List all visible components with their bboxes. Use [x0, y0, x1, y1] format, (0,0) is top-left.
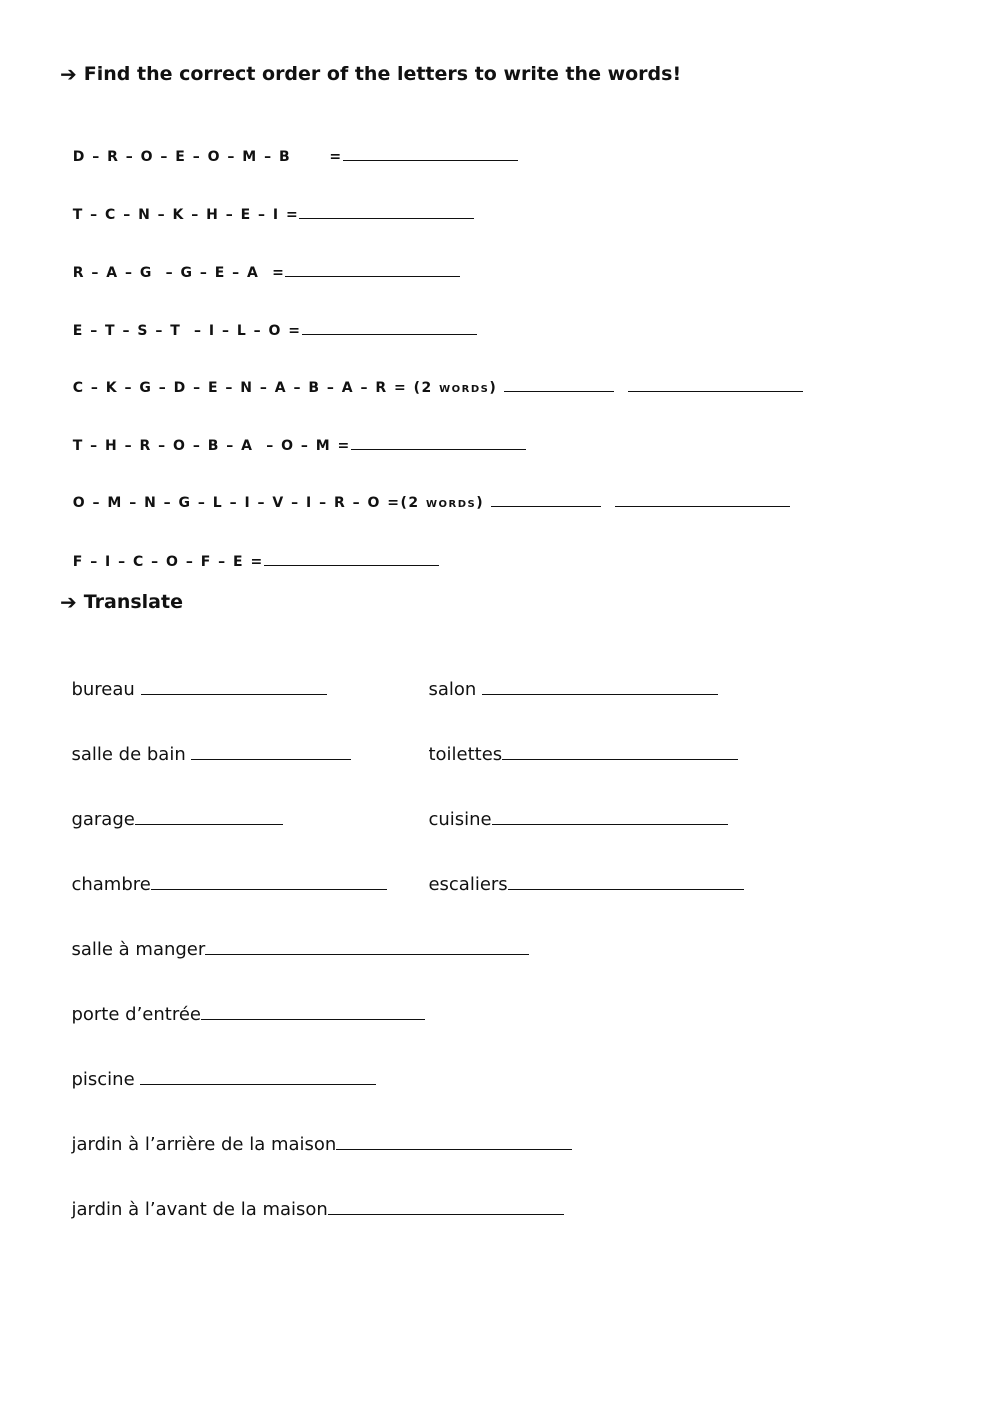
arrow-right-icon: ➔ [60, 62, 77, 86]
translate-item [60, 914, 529, 962]
french-word: piscine [71, 1069, 141, 1090]
scrambled-letters: D – R – O – E – O – M – B = [72, 149, 343, 165]
answer-blank[interactable] [328, 1200, 564, 1215]
answer-blank[interactable] [141, 680, 327, 695]
answer-blank-word-2[interactable] [615, 492, 790, 507]
answer-blank[interactable] [508, 875, 744, 890]
translate-item [417, 849, 744, 897]
answer-blank[interactable] [264, 551, 439, 566]
translate-item [60, 1109, 572, 1157]
french-word: chambre [71, 874, 151, 895]
french-word: garage [71, 809, 135, 830]
translate-item [60, 719, 351, 767]
translate-item [417, 654, 718, 702]
scrambled-letters: E – T – S – T – I – L – O = [72, 323, 302, 339]
scrambled-letters: O – M – N – G – L – I – V – I – R – O = [72, 495, 401, 511]
answer-blank[interactable] [343, 146, 518, 161]
scramble-row-7 [60, 472, 790, 513]
scramble-row-8 [60, 531, 439, 572]
answer-blank-word-1[interactable] [491, 492, 601, 507]
answer-blank[interactable] [502, 745, 738, 760]
translate-item [60, 654, 327, 702]
french-word: salon [428, 679, 483, 700]
scramble-row-6 [60, 415, 526, 456]
answer-blank[interactable] [482, 680, 718, 695]
answer-blank[interactable] [336, 1135, 572, 1150]
translate-item [60, 784, 283, 832]
translate-item [60, 849, 387, 897]
scramble-row-3 [60, 242, 460, 283]
answer-blank[interactable] [201, 1005, 425, 1020]
scramble-row-4 [60, 300, 477, 341]
french-word: salle de bain [71, 744, 192, 765]
scramble-row-2 [60, 184, 474, 225]
section-heading-translate [60, 590, 183, 614]
scrambled-letters: F – I – C – O – F – E = [72, 554, 264, 570]
answer-blank[interactable] [492, 810, 728, 825]
french-word: cuisine [428, 809, 492, 830]
french-word: escaliers [428, 874, 508, 895]
translate-item [60, 1044, 376, 1092]
section-heading-unscramble [60, 62, 681, 86]
scramble-row-1 [60, 126, 518, 167]
heading-text: Find the correct order of the letters to write the words! [83, 63, 682, 85]
french-word: toilettes [428, 744, 503, 765]
answer-blank[interactable] [191, 745, 351, 760]
two-words-note: (2 words) [400, 495, 491, 511]
scrambled-letters: C – K – G – D – E – N – A – B – A – R = [72, 380, 414, 396]
scrambled-letters: T – H – R – O – B – A – O – M = [72, 438, 351, 454]
answer-blank[interactable] [285, 262, 460, 277]
french-word: jardin à l’arrière de la maison [71, 1134, 337, 1155]
arrow-right-icon: ➔ [60, 590, 77, 614]
scrambled-letters: R – A – G – G – E – A = [72, 265, 286, 281]
french-word: jardin à l’avant de la maison [71, 1199, 328, 1220]
heading-text: Translate [83, 591, 183, 613]
scramble-row-5 [60, 357, 803, 398]
two-words-note: (2 words) [413, 380, 504, 396]
translate-item [60, 979, 425, 1027]
translate-item [60, 1174, 564, 1222]
answer-blank-word-1[interactable] [504, 377, 614, 392]
answer-blank[interactable] [299, 204, 474, 219]
answer-blank[interactable] [151, 875, 387, 890]
french-word: porte d’entrée [71, 1004, 201, 1025]
answer-blank-word-2[interactable] [628, 377, 803, 392]
translate-item [417, 719, 738, 767]
answer-blank[interactable] [140, 1070, 376, 1085]
answer-blank[interactable] [302, 320, 477, 335]
french-word: bureau [71, 679, 141, 700]
translate-item [417, 784, 728, 832]
answer-blank[interactable] [135, 810, 283, 825]
scrambled-letters: T – C – N – K – H – E – I = [72, 207, 300, 223]
answer-blank[interactable] [205, 940, 529, 955]
french-word: salle à manger [71, 939, 206, 960]
answer-blank[interactable] [351, 435, 526, 450]
